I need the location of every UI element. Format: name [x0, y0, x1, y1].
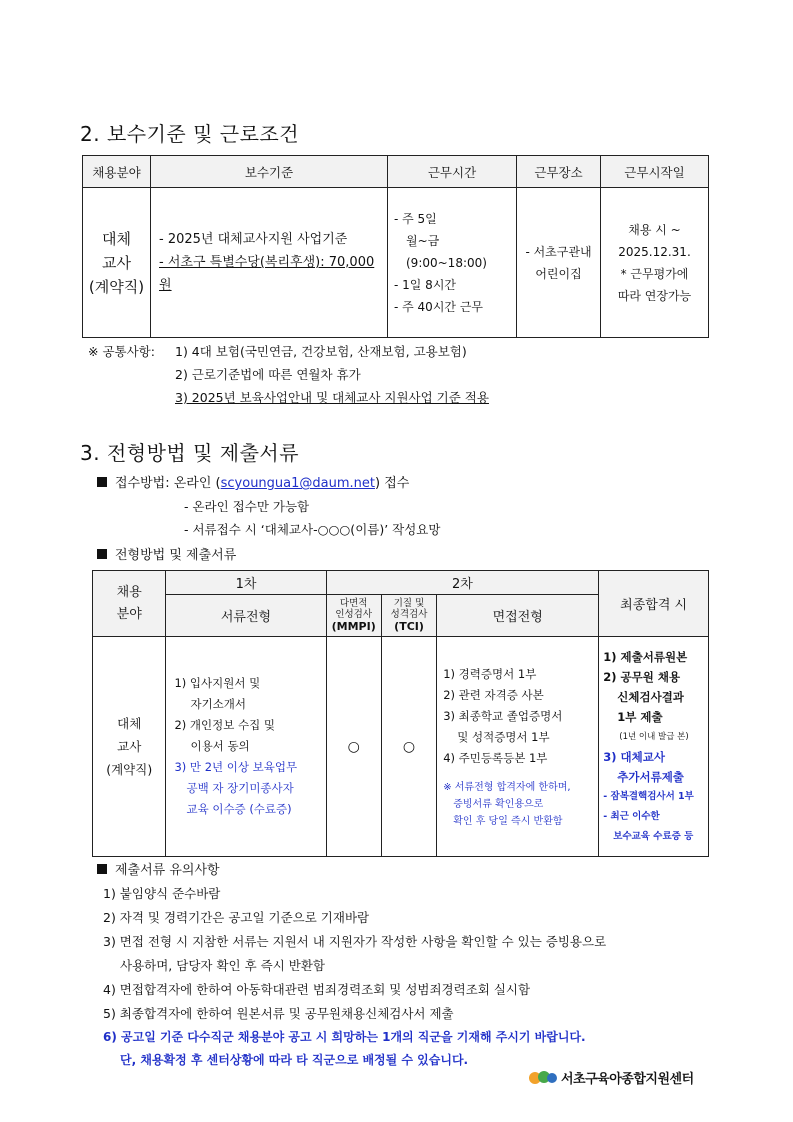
header-interview: 면접전형 — [437, 595, 599, 637]
caution-3: 3) 면접 전형 시 지참한 서류는 지원서 내 지원자가 작성한 사항을 확인할 수 있는 증빙용으로 — [103, 934, 607, 949]
caution-4: 4) 면접합격자에 한하여 아동학대관련 범죄경력조회 및 성범죄경력조회 실시함 — [103, 982, 531, 997]
caution-1: 1) 붙임양식 준수바람 — [103, 886, 221, 901]
notes-label: ※ 공통사항: — [88, 344, 155, 359]
header-start: 근무시작일 — [601, 156, 709, 188]
caution-2: 2) 자격 및 경력기간은 공고일 기준으로 기재바람 — [103, 910, 370, 925]
mmpi-mark: ○ — [326, 637, 381, 857]
header-final: 최종합격 시 — [599, 571, 709, 637]
row-interview: 1) 경력증명서 1부 2) 관련 자격증 사본 3) 최종학교 졸업증명서 및 성적증명서 1부 4) 주민등록등본 1부 ※ 서류전형 합격자에 한하며, 증빙서류 확인용으로 확인 후 당일 즉시 반환함 — [437, 637, 599, 857]
caution-6: 6) 공고일 기준 다수직군 채용분야 공고 시 희망하는 1개의 직군을 기재해 주시기 바랍니다. — [103, 1030, 586, 1044]
section3-title: 3. 전형방법 및 제출서류 — [80, 441, 300, 465]
row-start: 채용 시 ~ 2025.12.31. * 근무평가에 따라 연장가능 — [601, 188, 709, 338]
square-bullet-icon — [97, 477, 107, 487]
header-stage2: 2차 — [326, 571, 599, 595]
row-hours: - 주 5일 월~금(9:00~18:00) - 1일 8시간 - 주 40시간 근무 — [388, 188, 517, 338]
note-1: 1) 4대 보험(국민연금, 건강보험, 산재보험, 고용보험) — [175, 344, 467, 359]
tci-mark: ○ — [381, 637, 436, 857]
receipt-item-1: - 온라인 접수만 가능함 — [184, 499, 310, 514]
section2-title: 2. 보수기준 및 근로조건 — [80, 122, 300, 146]
caution-5: 5) 최종합격자에 한하여 원본서류 및 공무원채용신체검사서 제출 — [103, 1006, 454, 1021]
header-field: 채용 분야 — [93, 571, 166, 637]
caution-heading: 제출서류 유의사항 — [97, 859, 220, 878]
note-2: 2) 근로기준법에 따른 연월차 휴가 — [175, 367, 361, 382]
selection-table — [92, 570, 709, 857]
row-docs: 1) 입사지원서 및 자기소개서 2) 개인정보 수집 및 이용서 동의 3) 만 2년 이상 보육업무 공백 자 장기미종사자 교육 이수증 (수료증) — [166, 637, 326, 857]
method-heading: 전형방법 및 제출서류 — [97, 544, 236, 563]
row-pay: - 2025년 대체교사지원 사업기준 - 서초구 특별수당(복리후생): 70,000원 — [151, 188, 388, 338]
center-logo-icon — [528, 1067, 558, 1087]
pay-conditions-table — [82, 155, 709, 338]
header-mmpi: 다면적 인성검사 (MMPI) — [326, 595, 381, 637]
square-bullet-icon — [97, 549, 107, 559]
header-hours: 근무시간 — [388, 156, 517, 188]
caution-6-cont: 단, 채용확정 후 센터상황에 따라 타 직군으로 배정될 수 있습니다. — [120, 1053, 469, 1067]
header-pay: 보수기준 — [151, 156, 388, 188]
header-place: 근무장소 — [517, 156, 601, 188]
center-logo — [528, 1067, 694, 1087]
square-bullet-icon — [97, 864, 107, 874]
row-field: 대체 교사 (계약직) — [83, 188, 151, 338]
row-place: - 서초구관내 어린이집 — [517, 188, 601, 338]
row-field: 대체 교사 (계약직) — [93, 637, 166, 857]
header-field: 채용분야 — [83, 156, 151, 188]
header-doc-screen: 서류전형 — [166, 595, 326, 637]
email-link[interactable]: scyoungua1@daum.net — [220, 476, 375, 491]
receipt-item-2: - 서류접수 시 ‘대체교사-○○○(이름)’ 작성요망 — [184, 522, 441, 537]
receipt-method: 접수방법: 온라인 (scyoungua1@daum.net) 접수 — [97, 472, 409, 491]
note-3: 3) 2025년 보육사업안내 및 대체교사 지원사업 기준 적용 — [175, 390, 489, 405]
header-stage1: 1차 — [166, 571, 326, 595]
header-tci: 기질 및 성격검사 (TCI) — [381, 595, 436, 637]
row-final: 1) 제출서류원본 2) 공무원 채용 신체검사결과 1부 제출 (1년 이내 발급 본) 3) 대체교사 추가서류제출 - 잠복결핵검사서 1부 - 최근 이수한 보수교육 수료증 등 — [599, 637, 709, 857]
org-name: 서초구육아종합지원센터 — [561, 1071, 694, 1087]
caution-3-cont: 사용하며, 담당자 확인 후 즉시 반환함 — [120, 958, 325, 973]
